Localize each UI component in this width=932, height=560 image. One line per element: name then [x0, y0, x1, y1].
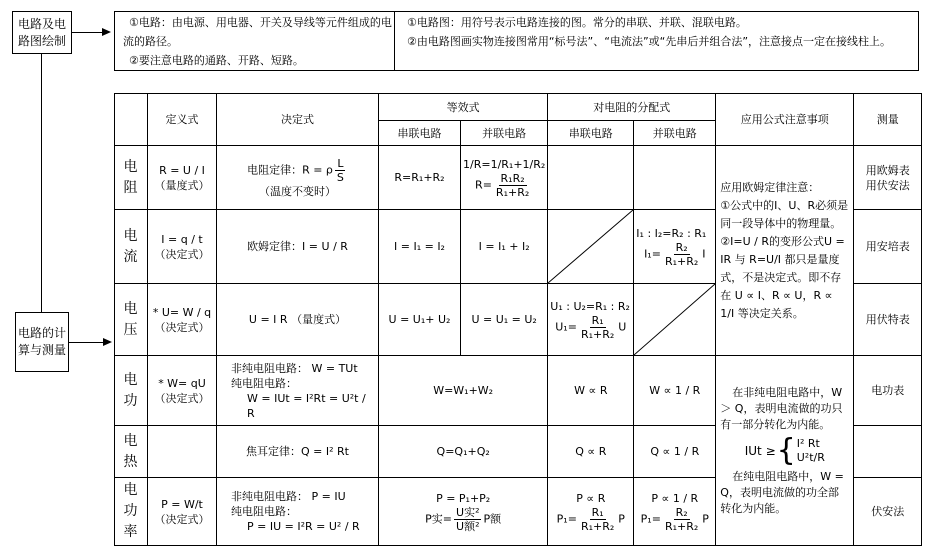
power-dist-par2-den: R₁+R₂: [664, 519, 699, 533]
heat-dist-series: Q ∝ R: [548, 426, 634, 478]
power-dist-par2-num: R₂: [675, 505, 688, 519]
info-left-line1: ①电路：由电源、用电器、开关及导线等元件组成的电流的路径。: [123, 16, 392, 48]
work-dec1: 非纯电阻电路： W = TUt: [231, 361, 358, 375]
cur-def-formula: I = q / t: [161, 232, 203, 246]
work-dist-series: W ∝ R: [548, 356, 634, 426]
cur-dist-par2-den: R₁+R₂: [664, 254, 699, 268]
cur-eq-parallel: I = I₁ + I₂: [461, 210, 548, 284]
info-right-line2: ②由电路图画实物连接图常用“标号法”、“电流法”或“先串后并组合法”，注意接点一定在接线柱上。: [407, 35, 892, 48]
row-resistance: [115, 146, 922, 210]
vol-eq-series: U = U₁+ U₂: [379, 284, 461, 356]
power-eq: [379, 478, 548, 546]
circuit-calc-label: [15, 312, 69, 372]
notes-work: [716, 356, 854, 546]
bottom-arrow: [103, 338, 112, 346]
header-parallel: 并联电路: [461, 121, 548, 146]
res-dist-series: [548, 146, 634, 210]
res-eq-parallel: [461, 146, 548, 210]
vol-dist-ser2-prefix: U₁=: [555, 320, 577, 333]
notes-work-p2: 在纯电阻电路中，W = Q，表明电流做的功全部转化为内能。: [720, 469, 844, 515]
work-def-formula: * W= qU: [158, 376, 206, 390]
vertical-connector: [41, 54, 42, 312]
power-dist-ser1: P ∝ R: [576, 491, 606, 505]
res-eq-par2-den: R₁+R₂: [495, 185, 530, 199]
row-name-current: 电流: [115, 210, 148, 284]
cur-eq-series: I = I₁ = I₂: [379, 210, 461, 284]
power-def: [148, 478, 217, 546]
vol-diagonal-line: [634, 284, 715, 355]
power-dist-ser2-frac: [579, 506, 616, 533]
power-def-formula: P = W/t: [161, 497, 203, 511]
power-dec2: 纯电阻电路：: [231, 505, 297, 518]
cur-def-note: （决定式）: [154, 247, 210, 261]
power-eq2-suffix: P额: [483, 512, 502, 525]
info-left: [123, 13, 393, 70]
vol-dec: U = I R （量度式）: [217, 284, 379, 356]
power-eq2-prefix: P实=: [425, 512, 453, 525]
header-distribution: 对电阻的分配式: [548, 94, 716, 121]
formula-table: [114, 93, 922, 546]
corner-cell: [115, 94, 148, 146]
row-name-work: 电功: [115, 356, 148, 426]
cur-diagonal-line: [548, 210, 633, 283]
power-eq1: P = P₁+P₂: [436, 491, 491, 505]
work-dec: [217, 356, 379, 426]
header-series-2: 串联电路: [548, 121, 634, 146]
power-eq2: [381, 506, 545, 533]
cur-dist-par2-suffix: I: [702, 247, 706, 260]
work-dec2: 纯电阻电路：: [231, 376, 297, 390]
cur-dist-par2-prefix: I₁=: [644, 247, 661, 260]
work-def-note: （决定式）: [154, 391, 210, 405]
notes-work-brace-top: I² Rt: [796, 436, 820, 450]
res-dec-note: （温度不变时）: [259, 184, 336, 198]
res-eq-par2-prefix: R=: [475, 178, 492, 191]
res-dec: [217, 146, 379, 210]
power-dec3: P = IU = I²R = U² / R: [247, 520, 360, 533]
power-eq2-num: U实²: [456, 505, 480, 519]
res-dec-prefix: 电阻定律：R = ρ: [247, 163, 333, 176]
cur-def: [148, 210, 217, 284]
brace-icon: {: [776, 432, 796, 468]
res-def-formula: R = U / I: [159, 163, 205, 177]
notes-work-brace: [720, 432, 849, 468]
circuit-calc-label-text: 电路的计算与测量: [17, 326, 66, 357]
res-eq-par2-num: R₁R₂: [500, 171, 525, 185]
cur-dist-par1: I₁ : I₂=R₂ : R₁: [636, 226, 707, 240]
res-eq-series: R=R₁+R₂: [379, 146, 461, 210]
top-connector-line: [72, 32, 102, 33]
work-measure: 电功表: [854, 356, 922, 426]
vol-dist-ser2-suffix: U: [618, 320, 627, 333]
power-eq2-den: U额²: [456, 519, 480, 533]
heat-measure: [854, 426, 922, 478]
res-measure: 用欧姆表 用伏安法: [854, 146, 922, 210]
notes-ohm: 应用欧姆定律注意： ①公式中的I、U、R必须是同一段导体中的物理量。 ②I=U / R的变形公式U = IR 与 R=U/I 都只是量度式，不是决定式。即不存在 U ∝ I、R ∝ U，R ∝ 1/I 等决定关系。: [716, 146, 854, 356]
info-right: [401, 13, 913, 51]
heat-eq: Q=Q₁+Q₂: [379, 426, 548, 478]
vol-def-formula: * U= W / q: [152, 305, 212, 319]
power-dist-ser2-num: R₁: [591, 505, 604, 519]
vol-def-note: （决定式）: [154, 320, 210, 334]
info-divider: [394, 12, 395, 70]
power-dist-par2-suffix: P: [702, 512, 709, 525]
heat-def: [148, 426, 217, 478]
cur-dist-par2-num: R₂: [675, 240, 688, 254]
power-dist-ser2-suffix: P: [618, 512, 625, 525]
row-work: [115, 356, 922, 426]
res-dec-frac: [335, 157, 346, 184]
cur-dist-parallel: [634, 210, 716, 284]
work-eq: W=W₁+W₂: [379, 356, 548, 426]
vol-dist-ser2-frac: [579, 314, 616, 341]
power-dec1: 非纯电阻电路： P = IU: [231, 490, 346, 503]
res-dec-num: L: [337, 156, 344, 170]
power-dist-series: [548, 478, 634, 546]
res-eq-par2: [463, 172, 545, 199]
vol-eq-parallel: U = U₁ = U₂: [461, 284, 548, 356]
vol-dist-ser2-num: R₁: [591, 313, 604, 327]
notes-work-brace-bottom: U²t/R: [796, 450, 825, 464]
row-name-voltage: 电压: [115, 284, 148, 356]
bottom-connector-line: [69, 342, 103, 343]
row-name-power: 电功率: [115, 478, 148, 546]
power-dec: [217, 478, 379, 546]
header-equivalent: 等效式: [379, 94, 548, 121]
row-name-resistance: 电阻: [115, 146, 148, 210]
res-def: [148, 146, 217, 210]
top-arrow: [102, 28, 111, 36]
work-dist-parallel: W ∝ 1 / R: [634, 356, 716, 426]
info-left-line2: ②要注意电路的通路、开路、短路。: [129, 54, 304, 67]
work-def: [148, 356, 217, 426]
header-series: 串联电路: [379, 121, 461, 146]
power-def-note: （决定式）: [154, 512, 210, 526]
cur-dist-par2: [636, 241, 713, 268]
power-dist-par1: P ∝ 1 / R: [651, 491, 699, 505]
vol-dist-ser2-den: R₁+R₂: [580, 327, 615, 341]
heat-dist-parallel: Q ∝ 1 / R: [634, 426, 716, 478]
power-dist-par2: [636, 506, 713, 533]
row-name-heat: 电热: [115, 426, 148, 478]
info-right-line1: ①电路图：用符号表示电路连接的图。常分的串联、并联、混联电路。: [407, 16, 747, 29]
power-measure: 伏安法: [854, 478, 922, 546]
header-notes: 应用公式注意事项: [716, 94, 854, 146]
header-decision: 决定式: [217, 94, 379, 146]
power-dist-par2-frac: [663, 506, 700, 533]
header-parallel-2: 并联电路: [634, 121, 716, 146]
power-dist-ser2-den: R₁+R₂: [580, 519, 615, 533]
notes-work-p1: 在非纯电阻电路中，W ＞ Q，表明电流做的功只有一部分转化为内能。: [720, 385, 843, 431]
res-dec-den: S: [336, 170, 344, 184]
vol-measure: 用伏特表: [854, 284, 922, 356]
res-dec-formula: [219, 157, 376, 184]
power-dist-ser2: [550, 506, 631, 533]
cur-dist-series-diagonal: [548, 210, 634, 284]
work-dec3: W = IUt = I²Rt = U²t / R: [247, 391, 366, 420]
power-dist-parallel: [634, 478, 716, 546]
res-def-note: （量度式）: [154, 178, 210, 192]
vol-dist-ser2: [550, 314, 631, 341]
res-eq-par1: 1/R=1/R₁+1/R₂: [463, 157, 546, 171]
power-eq2-frac: [454, 506, 481, 533]
res-eq-par2-frac: [494, 172, 531, 199]
cur-measure: 用安培表: [854, 210, 922, 284]
heat-dec: 焦耳定律：Q = I² Rt: [217, 426, 379, 478]
power-dist-par2-prefix: P₁=: [640, 512, 661, 525]
header-measure: 测量: [854, 94, 922, 146]
notes-work-brace-left: IUt ≥: [744, 443, 776, 458]
circuit-drawing-label-text: 电路及电路图绘制: [17, 16, 66, 48]
info-box: [114, 11, 919, 71]
vol-dist-ser1: U₁ : U₂=R₁ : R₂: [550, 299, 630, 313]
notes-work-brace-right: [797, 437, 825, 465]
cur-dec: 欧姆定律：I = U / R: [217, 210, 379, 284]
circuit-drawing-label: [12, 11, 72, 54]
vol-def: [148, 284, 217, 356]
power-dist-ser2-prefix: P₁=: [556, 512, 577, 525]
header-definition: 定义式: [148, 94, 217, 146]
cur-dist-par2-frac: [663, 241, 700, 268]
res-dist-parallel: [634, 146, 716, 210]
vol-dist-series: [548, 284, 634, 356]
vol-dist-parallel-diagonal: [634, 284, 716, 356]
